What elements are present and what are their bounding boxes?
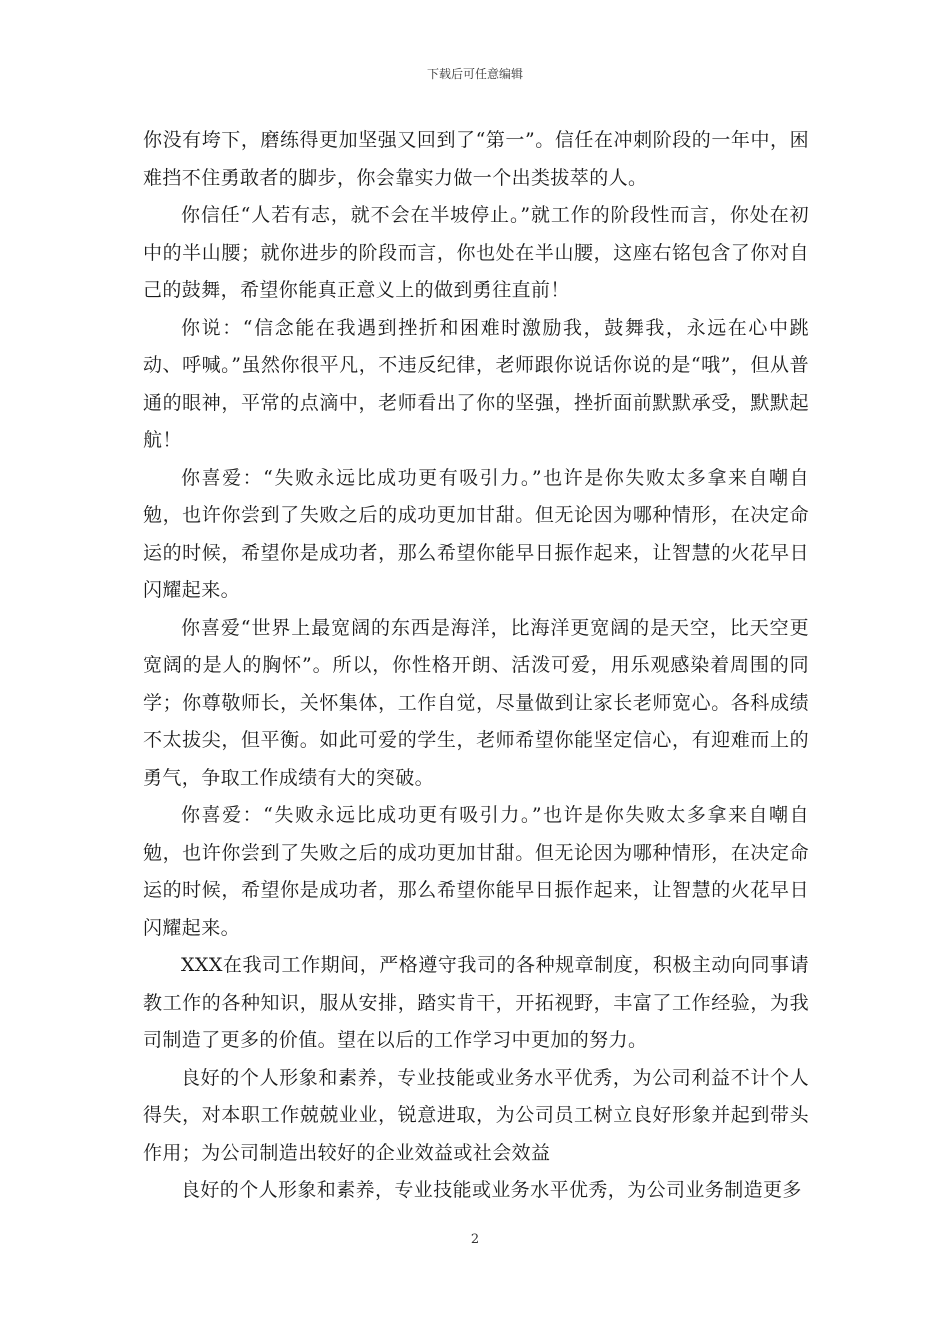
page-header-note: 下载后可任意编辑 bbox=[426, 67, 523, 81]
paragraph-9: 良好的个人形象和素养，专业技能或业务水平优秀，为公司业务制造更多 bbox=[181, 1179, 802, 1201]
paragraph-2: 你信任“人若有志，就不会在半坡停止。”就工作的阶段性而言，你处在初中的半山腰；就你进步的阶段而言，你也处在半山腰，这座右铭包含了你对自己的鼓舞，希望你能真正意义上的做到勇往直前！ bbox=[143, 204, 809, 301]
page-number: 2 bbox=[470, 1232, 480, 1247]
paragraph-7: XXX在我司工作期间，严格遵守我司的各种规章制度，积极主动向同事请教工作的各种知识，服从安排，踏实肯干，开拓视野，丰富了工作经验，为我司制造了更多的价值。望在以后的工作学习中更加的努力。 bbox=[143, 954, 809, 1051]
paragraph-3: 你说：“信念能在我遇到挫折和困难时激励我，鼓舞我，永远在心中跳动、呼喊。”虽然你很平凡，不违反纪律，老师跟你说话你说的是“哦”，但从普通的眼神，平常的点滴中，老师看出了你的坚强，挫折面前默默承受，默默起航！ bbox=[143, 316, 809, 451]
paragraph-1: 你没有垮下，磨练得更加坚强又回到了“第一”。信任在冲刺阶段的一年中，困难挡不住勇敢者的脚步，你会靠实力做一个出类拔萃的人。 bbox=[143, 129, 809, 189]
paragraph-6: 你喜爱：“失败永远比成功更有吸引力。”也许是你失败太多拿来自嘲自勉，也许你尝到了失败之后的成功更加甘甜。但无论因为哪种情形，在决定命运的时候，希望你是成功者，那么希望你能早日振作起来，让智慧的火花早日闪耀起来。 bbox=[143, 804, 809, 939]
paragraph-4: 你喜爱：“失败永远比成功更有吸引力。”也许是你失败太多拿来自嘲自勉，也许你尝到了失败之后的成功更加甘甜。但无论因为哪种情形，在决定命运的时候，希望你是成功者，那么希望你能早日振作起来，让智慧的火花早日闪耀起来。 bbox=[143, 466, 809, 601]
document-body bbox=[143, 122, 809, 1210]
paragraph-5: 你喜爱“世界上最宽阔的东西是海洋，比海洋更宽阔的是天空，比天空更宽阔的是人的胸怀”。所以，你性格开朗、活泼可爱，用乐观感染着周围的同学；你尊敬师长，关怀集体，工作自觉，尽量做到让家长老师宽心。各科成绩不太拔尖，但平衡。如此可爱的学生，老师希望你能坚定信心，有迎难而上的勇气，争取工作成绩有大的突破。 bbox=[143, 616, 809, 789]
paragraph-8: 良好的个人形象和素养，专业技能或业务水平优秀，为公司利益不计个人得失，对本职工作兢兢业业，锐意进取，为公司员工树立良好形象并起到带头作用；为公司制造出较好的企业效益或社会效益 bbox=[143, 1066, 809, 1164]
